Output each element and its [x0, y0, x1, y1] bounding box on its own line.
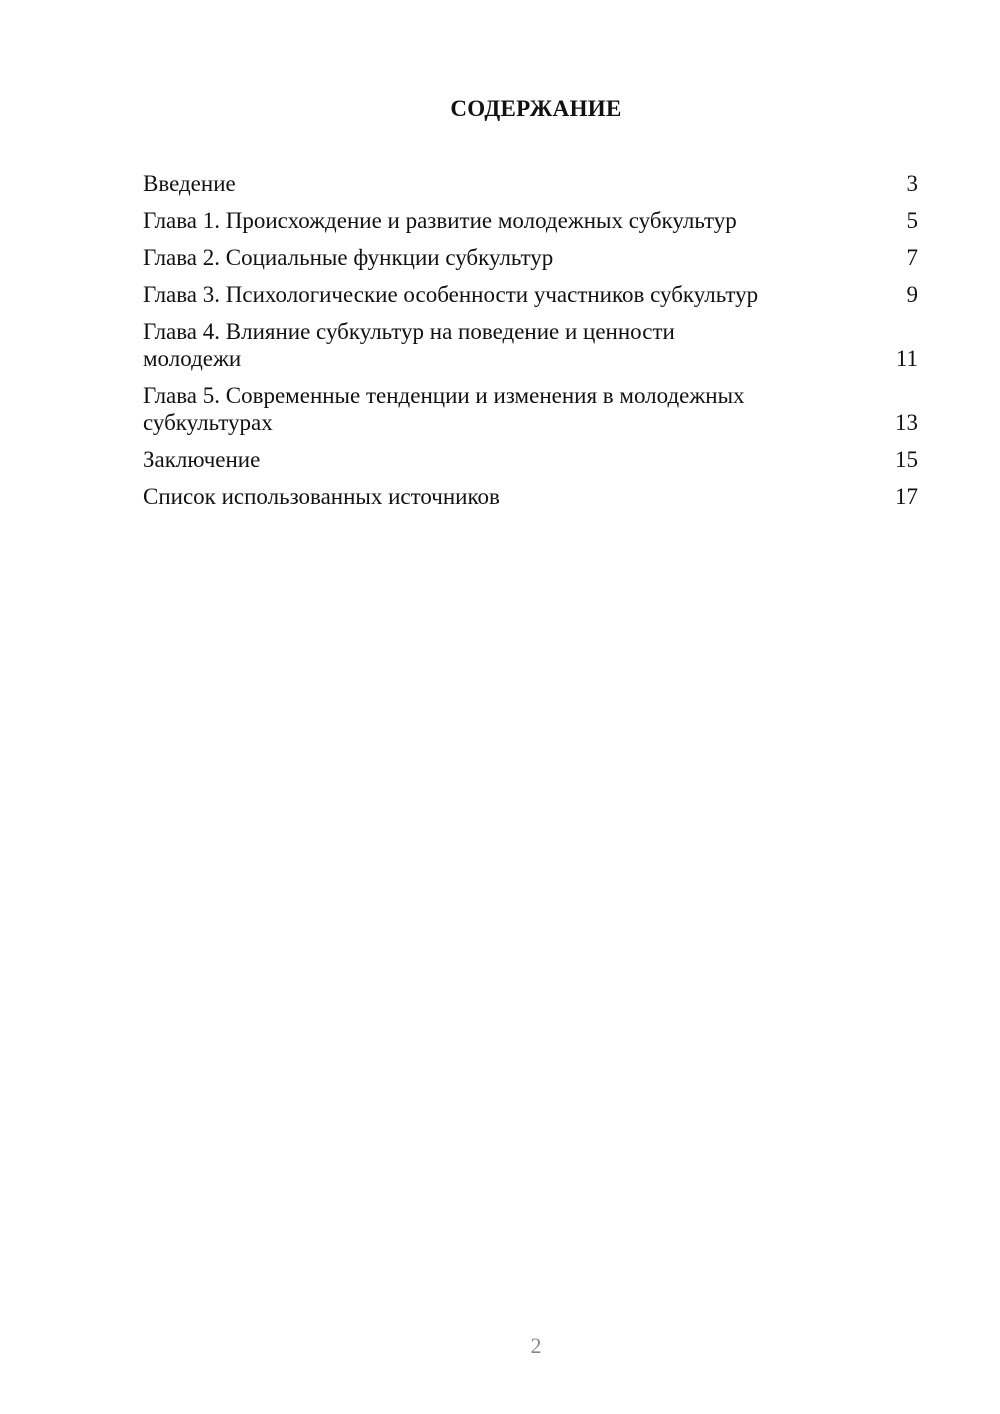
toc-entry-text: Глава 2. Социальные функции субкультур — [143, 245, 554, 270]
toc-entry-page: 5 — [906, 208, 918, 233]
toc-entry — [143, 170, 918, 197]
toc-entry-text: Глава 5. Современные тенденции и изменения в молодежных субкультурах — [143, 383, 745, 435]
toc-entry-text: Введение — [143, 171, 236, 196]
toc-entry-page: 9 — [906, 282, 918, 307]
page-number: 2 — [530, 1333, 542, 1358]
toc-entry-text: Глава 4. Влияние субкультур на поведение и ценности молодежи — [143, 319, 675, 371]
toc-entry-text: Глава 1. Происхождение и развитие молодежных субкультур — [143, 208, 737, 233]
toc-entry — [143, 281, 918, 308]
toc-entry-page: 15 — [895, 447, 918, 472]
toc-entry-text: Заключение — [143, 447, 261, 472]
toc-entry-page: 3 — [906, 171, 918, 196]
toc-entry-page: 7 — [906, 245, 918, 270]
toc-entry — [143, 382, 918, 436]
toc-entry-page: 11 — [895, 346, 918, 371]
toc-entry — [143, 244, 918, 271]
page-title: СОДЕРЖАНИЕ — [450, 96, 622, 121]
toc-entry-page: 13 — [895, 410, 918, 435]
toc-entry-page: 17 — [895, 484, 918, 509]
toc-entry — [143, 446, 918, 473]
toc-entry — [143, 483, 918, 510]
toc-entry — [143, 318, 918, 372]
toc-entry-text: Глава 3. Психологические особенности участников субкультур — [143, 282, 759, 307]
toc-entry — [143, 207, 918, 234]
table-of-contents — [143, 170, 918, 520]
toc-entry-text: Список использованных источников — [143, 484, 500, 509]
